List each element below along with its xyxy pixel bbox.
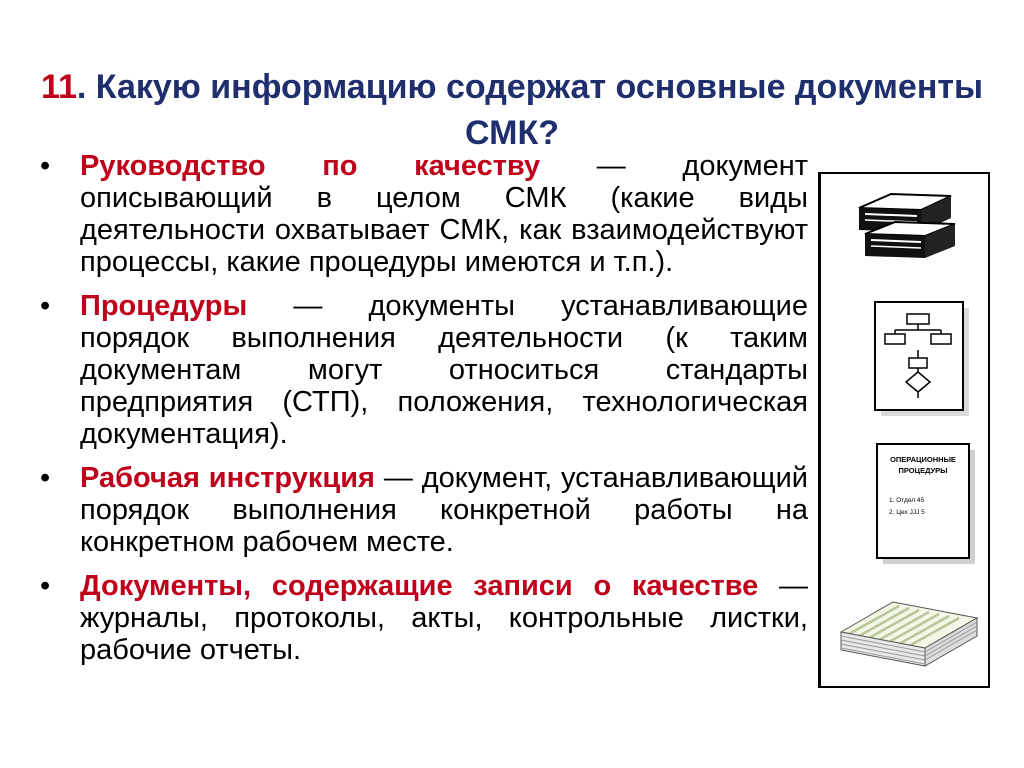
bullet-text: — документы устанавливающие порядок выполнения деятельности (к таким документам могут относиться стандарты предприятия (СТП), положения, технологическая документация).: [80, 290, 808, 450]
records-stack-icon: [835, 588, 983, 672]
bullet-list: [40, 150, 808, 678]
bullet-text: — документ описывающий в целом СМК (какие виды деятельности охватывает СМК, как взаимодействуют процессы, какие процедуры имеются и т.п.).: [80, 150, 808, 278]
page-title: [40, 64, 984, 156]
term-quality-records: Документы, содержащие записи о качестве: [80, 570, 759, 602]
term-quality-manual: Руководство по качеству: [80, 150, 541, 182]
procedures-doc-item-1: 1. Отдел 45: [889, 497, 925, 504]
title-text: . Какую информацию содержат основные документы СМК?: [76, 68, 984, 152]
bullet-work-instruction: [40, 462, 808, 558]
term-work-instruction: Рабочая инструкция: [80, 462, 375, 494]
flowchart-document-icon: [873, 300, 973, 418]
bullet-quality-manual: [40, 150, 808, 278]
bullet-text: — журналы, протоколы, акты, контрольные листки, рабочие отчеты.: [80, 570, 808, 666]
bullet-dot: •: [40, 462, 51, 494]
title-number: 11: [40, 68, 77, 106]
bullet-text: — документ, устанавливающий порядок выполнения конкретной работы на конкретном рабочем месте.: [80, 462, 808, 558]
procedures-document-icon: [875, 442, 979, 566]
books-icon: [851, 188, 961, 264]
bullet-quality-records: [40, 570, 808, 666]
bullet-dot: •: [40, 570, 51, 602]
procedures-doc-item-2: 2. Цех JJJ 5: [889, 509, 925, 516]
procedures-doc-title-2: ПРОЦЕДУРЫ: [898, 466, 948, 475]
document-pyramid-figure: [818, 172, 990, 688]
bullet-dot: •: [40, 150, 51, 182]
bullet-procedures: [40, 290, 808, 450]
bullet-dot: •: [40, 290, 51, 322]
term-procedures: Процедуры: [80, 290, 248, 322]
procedures-doc-title-1: ОПЕРАЦИОННЫЕ: [890, 455, 956, 464]
